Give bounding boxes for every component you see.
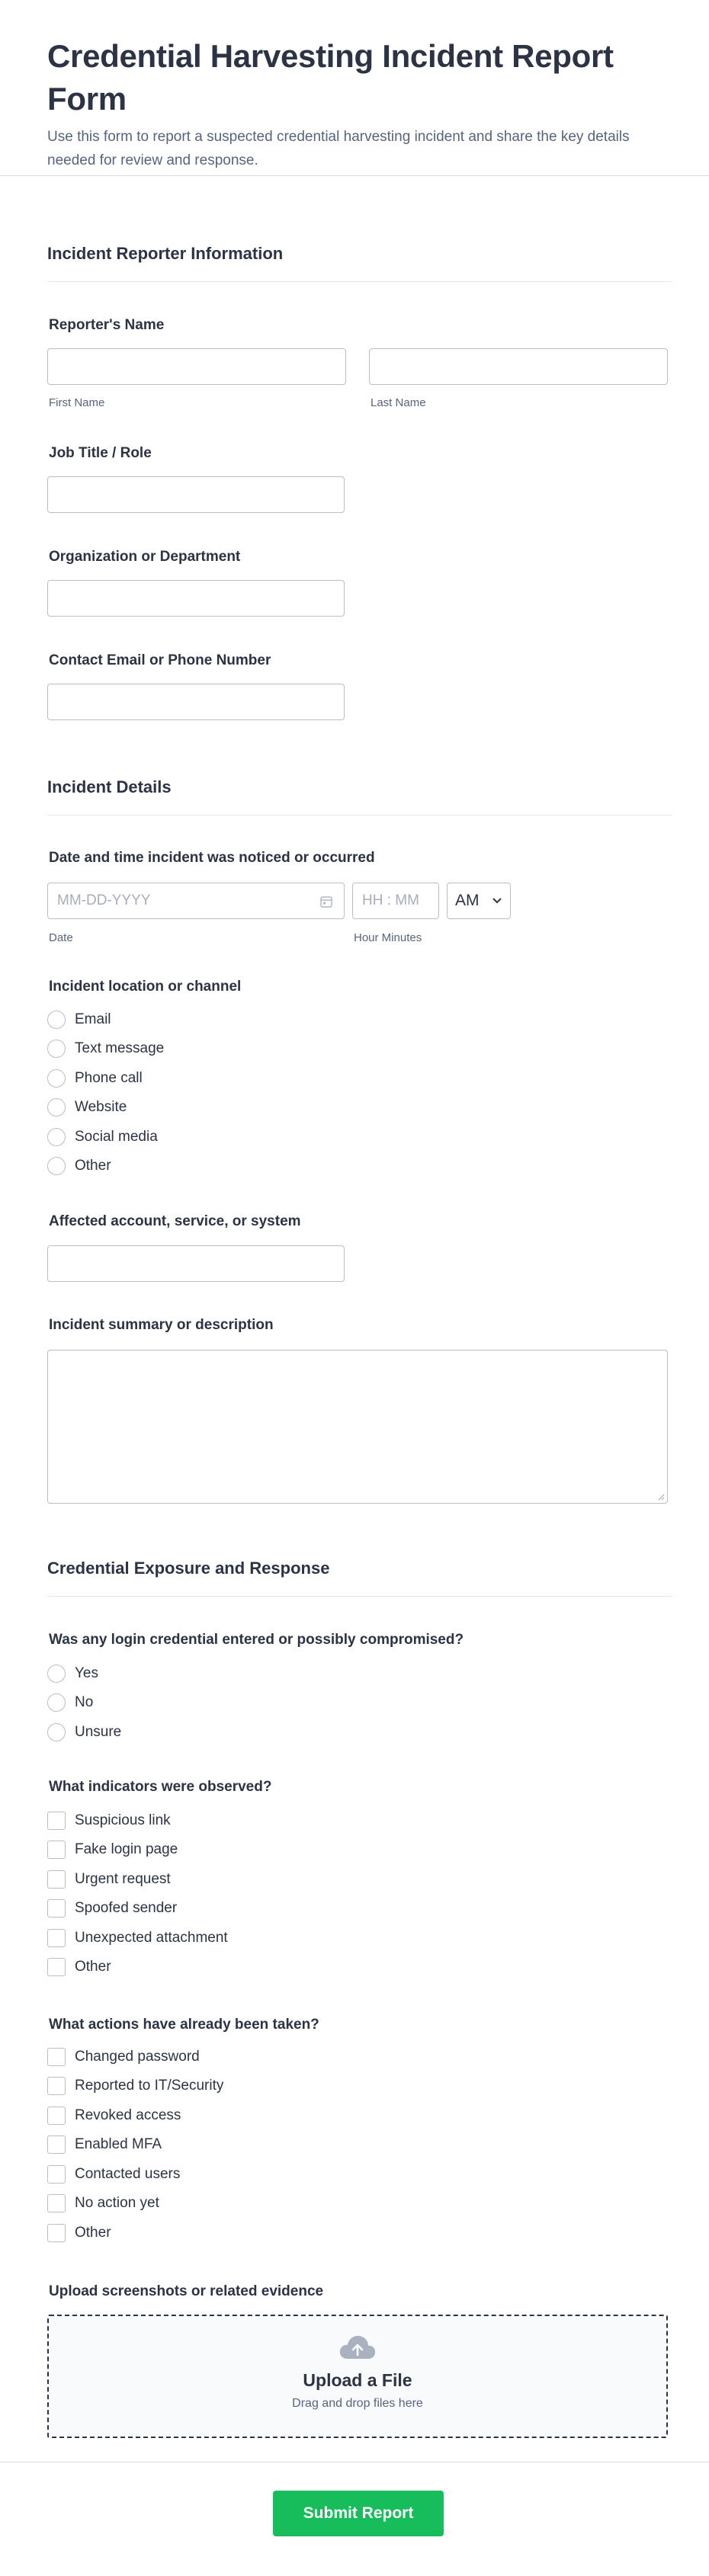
option-label: No [75,1694,94,1710]
option-label: Changed password [75,2049,200,2065]
indicator-option[interactable] [47,1928,228,1948]
compromised-option[interactable] [47,1664,98,1684]
datetime-label: Date and time incident was noticed or occurred [49,850,375,866]
checkbox[interactable] [47,1841,66,1859]
job-title-label: Job Title / Role [49,445,152,461]
date-placeholder: MM-DD-YYYY [57,892,151,908]
location-option[interactable] [47,1069,143,1088]
option-label: Unsure [75,1724,122,1740]
checkbox[interactable] [47,2048,66,2066]
option-label: Social media [75,1129,158,1145]
option-label: Yes [75,1665,98,1681]
radio-button[interactable] [47,1098,66,1117]
action-option[interactable] [47,2193,159,2213]
action-option[interactable] [47,2164,180,2184]
location-option[interactable] [47,1097,127,1117]
summary-textarea[interactable] [47,1350,668,1504]
summary-label: Incident summary or description [49,1317,274,1333]
option-label: Revoked access [75,2107,181,2123]
form-title: Credential Harvesting Incident Report Form [47,38,614,117]
time-sublabel: Hour Minutes [354,931,422,944]
form-subtitle: Use this form to report a suspected credential harvesting incident and share the key details needed for review and response. [47,129,630,168]
radio-button[interactable] [47,1128,66,1146]
option-label: Enabled MFA [75,2136,162,2152]
checkbox[interactable] [47,2224,66,2242]
checkbox[interactable] [47,1899,66,1918]
reporter-name-label: Reporter's Name [49,317,165,333]
option-label: Email [75,1011,111,1027]
compromised-label: Was any login credential entered or possibly compromised? [49,1632,464,1648]
option-label: Other [75,1158,111,1174]
checkbox[interactable] [47,2077,66,2095]
option-label: Fake login page [75,1841,178,1857]
radio-button[interactable] [47,1011,66,1029]
radio-button[interactable] [47,1040,66,1058]
indicator-option[interactable] [47,1840,178,1860]
option-label: No action yet [75,2195,159,2211]
upload-title: Upload a File [303,2370,412,2390]
date-input[interactable] [47,883,345,919]
last-name-input[interactable] [369,348,668,385]
option-label: Other [75,2225,111,2241]
form-header [0,0,709,176]
affected-input[interactable] [47,1245,345,1282]
location-label: Incident location or channel [49,979,242,995]
cloud-upload-icon [338,2333,377,2362]
checkbox[interactable] [47,1958,66,1976]
radio-button[interactable] [47,1723,66,1741]
action-option[interactable] [47,2047,200,2067]
action-option[interactable] [47,2223,111,2243]
actions-label: What actions have already been taken? [49,2017,319,2033]
calendar-icon[interactable] [319,895,333,908]
compromised-option[interactable] [47,1693,93,1713]
contact-input[interactable] [47,684,345,720]
upload-label: Upload screenshots or related evidence [49,2283,324,2299]
option-label: Other [75,1959,111,1975]
indicator-option[interactable] [47,1898,177,1918]
ampm-select[interactable] [447,883,511,919]
submit-bar [0,2462,709,2576]
location-option[interactable] [47,1039,164,1059]
section-heading-incident: Incident Details [47,777,672,815]
affected-label: Affected account, service, or system [49,1213,301,1229]
time-input[interactable] [352,883,439,919]
checkbox[interactable] [47,1929,66,1947]
action-option[interactable] [47,2135,162,2155]
job-title-input[interactable] [47,476,345,513]
checkbox[interactable] [47,2194,66,2212]
section-heading-reporter: Incident Reporter Information [47,244,672,282]
time-placeholder: HH : MM [362,892,419,908]
last-name-sublabel: Last Name [371,396,426,409]
upload-hint: Drag and drop files here [292,2397,423,2410]
indicator-option[interactable] [47,1957,111,1977]
radio-button[interactable] [47,1693,66,1712]
indicator-option[interactable] [47,1811,171,1831]
checkbox[interactable] [47,2135,66,2154]
indicators-label: What indicators were observed? [49,1779,272,1795]
option-label: Unexpected attachment [75,1930,228,1946]
ampm-value: AM [455,892,480,909]
organization-input[interactable] [47,580,345,617]
option-label: Reported to IT/Security [75,2078,224,2094]
resize-handle-icon[interactable] [657,1493,665,1501]
organization-label: Organization or Department [49,549,241,565]
submit-button[interactable]: Submit Report [273,2491,444,2536]
checkbox[interactable] [47,2165,66,2184]
location-option[interactable] [47,1127,158,1147]
option-label: Website [75,1099,127,1115]
option-label: Contacted users [75,2166,181,2182]
first-name-input[interactable] [47,348,346,385]
contact-label: Contact Email or Phone Number [49,652,271,668]
option-label: Text message [75,1040,165,1056]
chevron-down-icon [492,897,502,905]
option-label: Spoofed sender [75,1900,178,1916]
checkbox[interactable] [47,1870,66,1889]
option-label: Phone call [75,1070,143,1086]
option-label: Suspicious link [75,1812,171,1828]
section-heading-exposure: Credential Exposure and Response [47,1559,672,1597]
action-option[interactable] [47,2076,223,2096]
radio-button[interactable] [47,1069,66,1088]
file-upload-dropzone[interactable] [47,2315,668,2438]
radio-button[interactable] [47,1157,66,1175]
checkbox[interactable] [47,2107,66,2125]
indicator-option[interactable] [47,1870,171,1889]
option-label: Urgent request [75,1871,171,1887]
location-option[interactable] [47,1010,111,1030]
radio-button[interactable] [47,1664,66,1683]
action-option[interactable] [47,2106,181,2126]
location-option[interactable] [47,1156,111,1176]
checkbox[interactable] [47,1812,66,1830]
compromised-option[interactable] [47,1722,121,1742]
date-sublabel: Date [49,931,73,944]
first-name-sublabel: First Name [49,396,105,409]
